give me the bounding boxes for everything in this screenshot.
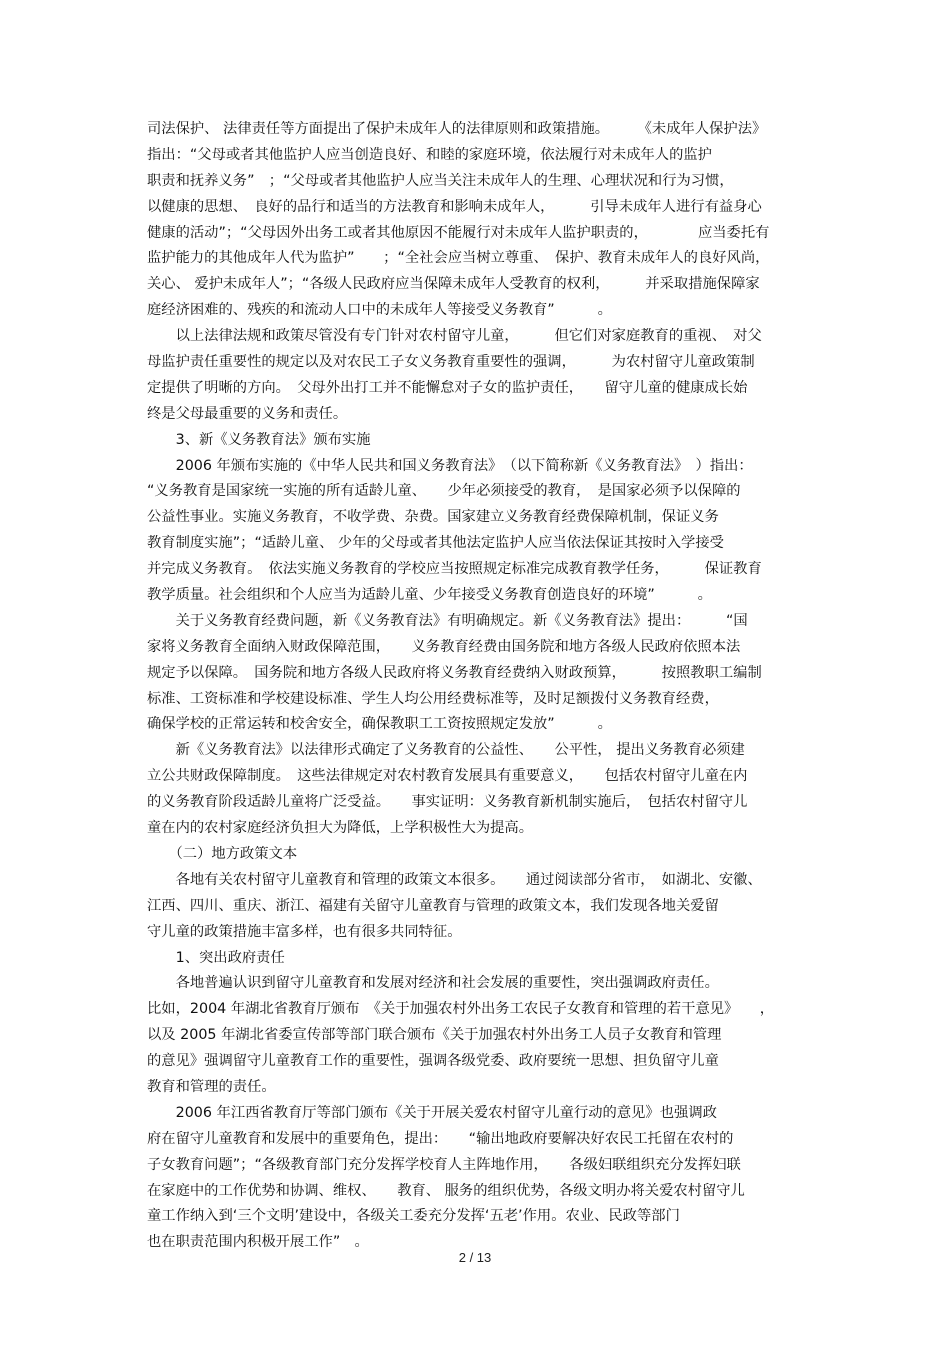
text-line: 以上法律法规和政策尽管没有专门针对农村留守儿童， 但它们对家庭教育的重视、 对父 [147, 328, 762, 345]
text-line: 比如，2004 年湖北省教育厅颁布 《关于加强农村外出务工农民子女教育和管理的若干意见》 ， [147, 1001, 775, 1018]
text-line: 以及 2005 年湖北省委宣传部等部门联合颁布《关于加强农村外出务工人员子女教育和管理 [147, 1027, 722, 1044]
text-line: 教学质量。社会组织和个人应当为适龄儿童、少年接受义务教育创造良好的环境” 。 [147, 587, 712, 604]
text-line: 童在内的农村家庭经济负担大为降低，上学积极性大为提高。 [147, 820, 534, 837]
text-line: 健康的活动”；“父母因外出务工或者其他原因不能履行对未成年人监护职责的， 应当委托有 [147, 224, 770, 241]
text-line: 标准、工资标准和学校建设标准、学生人均公用经费标准等，及时足额拨付义务教育经费， [147, 690, 719, 707]
text-line: 江西、四川、重庆、浙江、福建有关留守儿童教育与管理的政策文本，我们发现各地关爱留 [147, 897, 719, 914]
text-line: 司法保护、 法律责任等方面提出了保护未成年人的法律原则和政策措施。 《未成年人保护法》 [147, 121, 767, 137]
text-line: 职责和抚养义务” ；“父母或者其他监护人应当关注未成年人的生理、心理状况和行为习惯， [147, 172, 734, 189]
text-line: 指出：“父母或者其他监护人应当创造良好、和睦的家庭环境，依法履行对未成年人的监护 [147, 146, 712, 163]
text-line: 2006 年颁布实施的《中华人民共和国义务教育法》 （以下简称新《义务教育法》 ）指出： [147, 457, 753, 474]
text-line: （二）地方政策文本 [147, 845, 298, 862]
body-text [147, 117, 812, 1256]
text-line: 关心、 爱护未成年人”；“各级人民政府应当保障未成年人受教育的权利， 并采取措施保障家 [147, 276, 760, 293]
text-line: 各地有关农村留守儿童教育和管理的政策文本很多。 通过阅读部分省市， 如湖北、安徽、 [147, 871, 762, 888]
text-line: 立公共财政保障制度。 这些法律规定对农村教育发展具有重要意义， 包括农村留守儿童在内 [147, 768, 748, 785]
text-line: 子女教育问题”；“各级教育部门充分发挥学校育人主阵地作用， 各级妇联组织充分发挥妇联 [147, 1156, 741, 1173]
page-number: 2 / 13 [458, 1250, 492, 1265]
text-line: 终是父母最重要的义务和责任。 [147, 405, 348, 422]
text-line: 的义务教育阶段适龄儿童将广泛受益。 事实证明：义务教育新机制实施后， 包括农村留守儿 [147, 794, 748, 811]
text-line: 确保学校的正常运转和校舍安全，确保教职工工资按照规定发放” 。 [147, 716, 612, 733]
text-line: 的意见》强调留守儿童教育工作的重要性，强调各级党委、政府要统一思想、担负留守儿童 [147, 1053, 719, 1070]
text-line: 规定予以保障。 国务院和地方各级人民政府将义务教育经费纳入财政预算， 按照教职工编制 [147, 664, 762, 681]
text-line: 公益性事业。实施义务教育，不收学费、杂费。国家建立义务教育经费保障机制，保证义务 [147, 509, 719, 526]
text-line: 3、新《义务教育法》颁布实施 [147, 431, 371, 448]
text-line: 定提供了明晰的方向。 父母外出打工并不能懈怠对子女的监护责任， 留守儿童的健康成长始 [147, 379, 748, 396]
text-line: 家将义务教育全面纳入财政保障范围， 义务教育经费由国务院和地方各级人民政府依照本法 [147, 638, 741, 655]
text-line: 府在留守儿童教育和发展中的重要角色，提出： “输出地政府要解决好农民工托留在农村的 [147, 1130, 734, 1147]
text-line: 并完成义务教育。 依法实施义务教育的学校应当按照规定标准完成教育教学任务， 保证教育 [147, 561, 762, 578]
text-line: 在家庭中的工作优势和协调、维权、 教育、 服务的组织优势，各级文明办将关爱农村留守儿 [147, 1182, 745, 1199]
text-line: “义务教育是国家统一实施的所有适龄儿童、 少年必须接受的教育， 是国家必须予以保障的 [147, 483, 741, 500]
text-line: 新《义务教育法》以法律形式确定了义务教育的公益性、 公平性， 提出义务教育必须建 [147, 742, 745, 759]
text-line: 教育和管理的责任。 [147, 1078, 276, 1095]
text-line: 母监护责任重要性的规定以及对农民工子女义务教育重要性的强调， 为农村留守儿童政策制 [147, 354, 755, 371]
text-line: 各地普遍认识到留守儿童教育和发展对经济和社会发展的重要性，突出强调政府责任。 [147, 975, 719, 992]
text-line: 童工作纳入到‘三个文明’建设中，各级关工委充分发挥‘五老’作用。农业、民政等部门 [147, 1208, 680, 1225]
text-line: 也在职责范围内积极开展工作” 。 [147, 1234, 369, 1251]
text-line: 监护能力的其他成年人代为监护” ；“全社会应当树立尊重、 保护、教育未成年人的良好风尚， [147, 250, 770, 267]
text-line: 关于义务教育经费问题，新《义务教育法》有明确规定。新《义务教育法》提出： “国 [147, 612, 748, 629]
text-line: 教育制度实施”；“适龄儿童、 少年的父母或者其他法定监护人应当依法保证其按时入学接受 [147, 535, 724, 552]
text-line: 以健康的思想、 良好的品行和适当的方法教育和影响未成年人， 引导未成年人进行有益身心 [147, 198, 762, 215]
text-line: 守儿童的政策措施丰富多样，也有很多共同特征。 [147, 923, 462, 940]
text-line: 2006 年江西省教育厅等部门颁布《关于开展关爱农村留守儿童行动的意见》也强调政 [147, 1104, 717, 1121]
text-line: 1、突出政府责任 [147, 949, 285, 966]
text-line: 庭经济困难的、残疾的和流动人口中的未成年人等接受义务教育” 。 [147, 302, 612, 319]
